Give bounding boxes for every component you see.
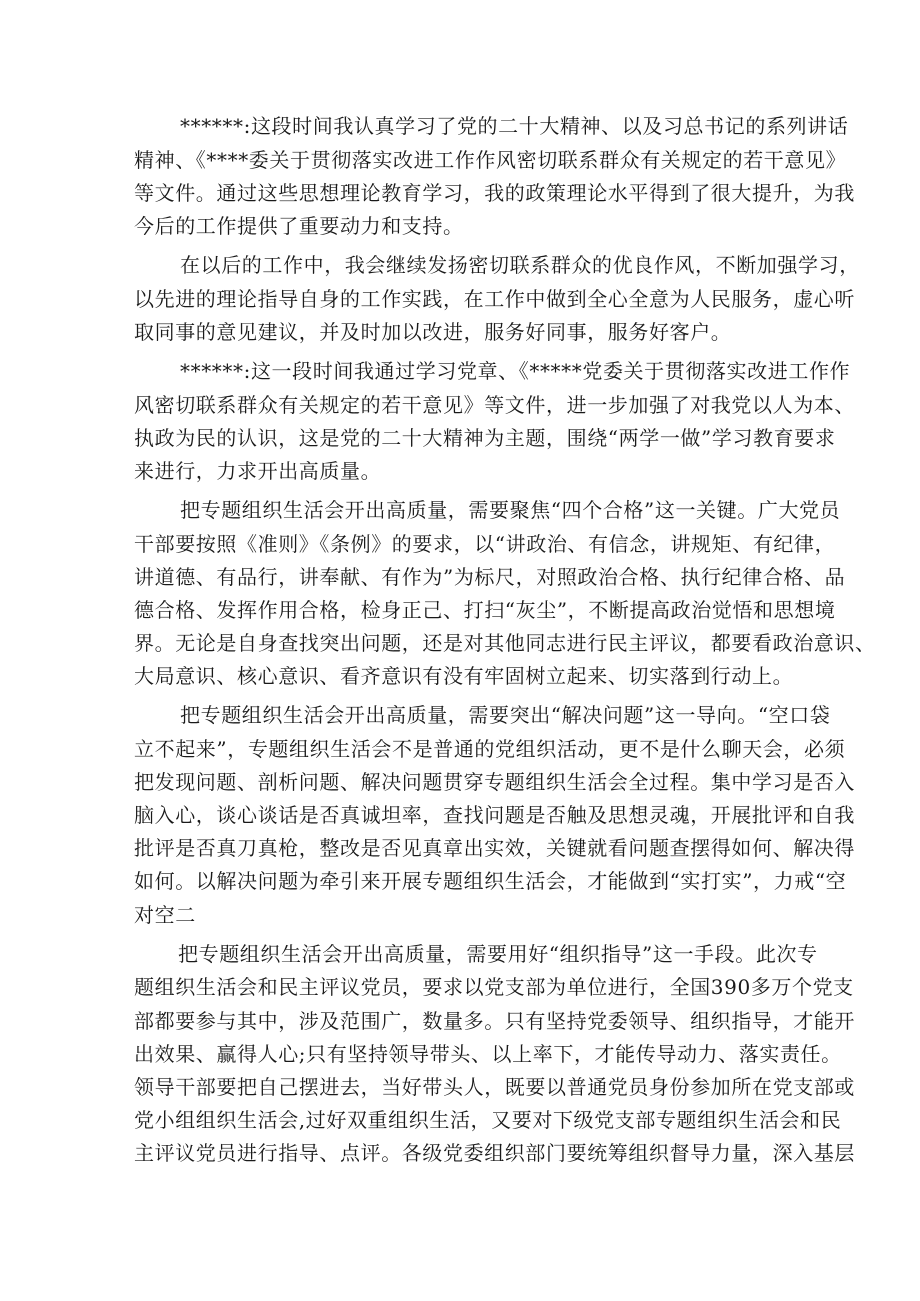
paragraph-5-line-1: 把专题组织生活会开出高质量，需要突出“解决问题”这一导向。“空口袋: [180, 703, 831, 727]
paragraph-5-line-5: 批评是否真刀真枪，整改是否见真章出实效，关键就看问题查摆得如何、解决得: [134, 836, 855, 860]
paragraph-6-line-4: 出效果、赢得人心;只有坚持领导带头、以上率下，才能传导动力、落实责任。: [134, 1042, 842, 1066]
paragraph-2-line-2: 以先进的理论指导自身的工作实践，在工作中做到全心全意为人民服务，虚心听: [134, 287, 855, 311]
paragraph-4-line-3: 讲道德、有品行，讲奉献、有作为”为标尺，对照政治合格、执行纪律合格、品: [134, 565, 846, 589]
paragraph-6-line-3: 部都要参与其中，涉及范围广，数量多。只有坚持党委领导、组织指导，才能开: [134, 1009, 855, 1033]
paragraph-6-line-7: 主评议党员进行指导、点评。各级党委组织部门要统筹组织督导力量，深入基层: [134, 1141, 855, 1165]
paragraph-4-line-2: 干部要按照《准则》《条例》的要求，以“讲政治、有信念，讲规矩、有纪律，: [134, 532, 836, 556]
paragraph-4-line-6: 大局意识、核心意识、看齐意识有没有牢固树立起来、切实落到行动上。: [134, 664, 794, 688]
paragraph-3-line-4: 来进行，力求开出高质量。: [134, 459, 382, 483]
paragraph-4-line-5: 界。无论是自身查找突出问题，还是对其他同志进行民主评议，都要看政治意识、: [134, 631, 876, 655]
paragraph-3-line-1: ******:这一段时间我通过学习党章、《*****党委关于贯彻落实改进工作作: [180, 359, 851, 383]
paragraph-1-line-3: 等文件。通过这些思想理论教育学习，我的政策理论水平得到了很大提升，为我: [134, 181, 855, 205]
paragraph-5-line-7: 对空二: [134, 903, 196, 927]
paragraph-1-line-4: 今后的工作提供了重要动力和支持。: [134, 214, 464, 238]
paragraph-6-line-2: 题组织生活会和民主评议党员，要求以党支部为单位进行，全国390多万个党支: [134, 975, 854, 999]
paragraph-5-line-3: 把发现问题、剖析问题、解决问题贯穿专题组织生活会全过程。集中学习是否入: [134, 770, 855, 794]
paragraph-5-line-2: 立不起来”，专题组织生活会不是普通的党组织活动，更不是什么聊天会，必须: [134, 737, 846, 761]
paragraph-5-line-6: 如何。以解决问题为牵引来开展专题组织生活会，才能做到“实打实”，力戒“空: [134, 869, 847, 893]
paragraph-1-line-1: ******:这段时间我认真学习了党的二十大精神、以及习总书记的系列讲话: [180, 114, 849, 138]
paragraph-1-line-2: 精神、《****委关于贯彻落实改进工作作风密切联系群众有关规定的若干意见》: [134, 148, 847, 172]
paragraph-6-line-1: 把专题组织生活会开出高质量，需要用好“组织指导”这一手段。此次专: [178, 942, 818, 966]
paragraph-2-line-3: 取同事的意见建议，并及时加以改进，服务好同事，服务好客户。: [134, 320, 732, 344]
paragraph-6-line-6: 党小组组织生活会,过好双重组织生活，又要对下级党支部专题组织生活会和民: [134, 1108, 842, 1132]
paragraph-6-line-5: 领导干部要把自己摆进去，当好带头人，既要以普通党员身份参加所在党支部或: [134, 1075, 855, 1099]
paragraph-3-line-3: 执政为民的认识，这是党的二十大精神为主题，围绕“两学一做”学习教育要求: [134, 426, 836, 450]
paragraph-3-line-2: 风密切联系群众有关规定的若干意见》等文件，进一步加强了对我党以人为本、: [134, 393, 855, 417]
paragraph-4-line-4: 德合格、发挥作用合格，检身正己、打扫“灰尘”，不断提高政治觉悟和思想境: [134, 598, 836, 622]
paragraph-4-line-1: 把专题组织生活会开出高质量，需要聚焦“四个合格”这一关键。广大党员: [180, 498, 841, 522]
paragraph-5-line-4: 脑入心，谈心谈话是否真诚坦率，查找问题是否触及思想灵魂，开展批评和自我: [134, 803, 855, 827]
paragraph-2-line-1: 在以后的工作中，我会继续发扬密切联系群众的优良作风，不断加强学习，: [180, 253, 860, 277]
